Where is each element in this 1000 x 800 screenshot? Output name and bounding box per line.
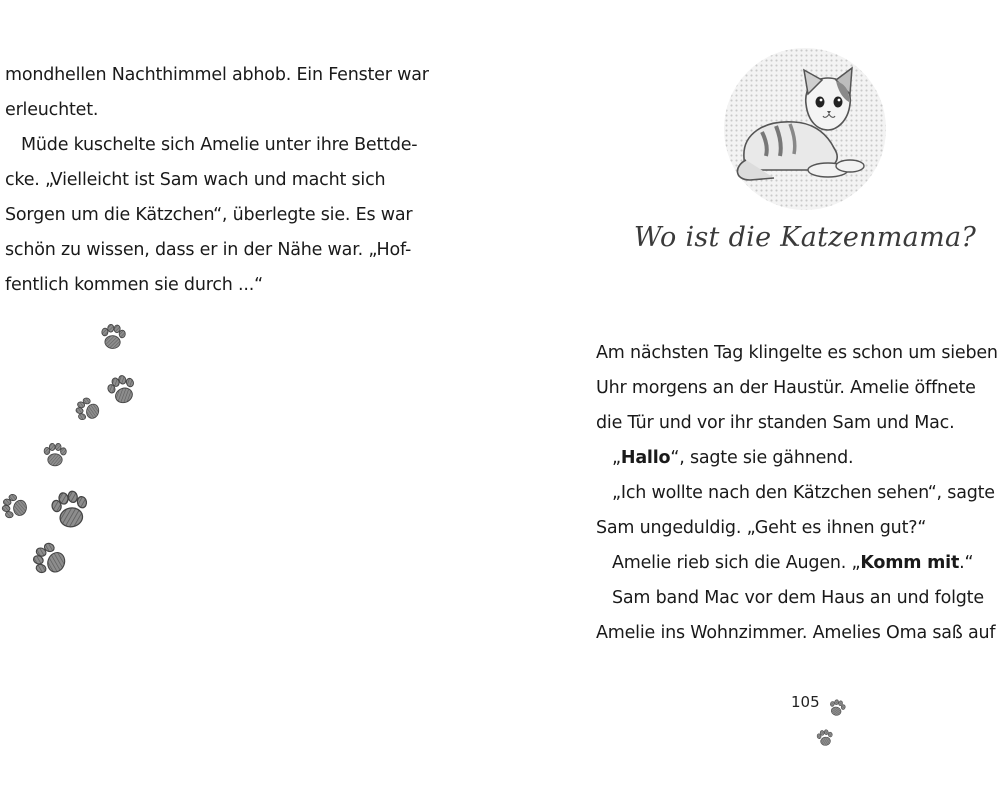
text-line: Sorgen um die Kätzchen“, überlegte sie. Es war [5, 205, 413, 225]
text-line: fentlich kommen sie durch ...“ [5, 275, 263, 295]
paw-print-icon [105, 372, 139, 406]
paw-print-icon [30, 540, 69, 579]
text-line: Amelie ins Wohnzimmer. Amelies Oma saß auf [596, 623, 996, 643]
paw-trail-icon [815, 692, 865, 754]
paw-print-icon [50, 489, 90, 529]
paw-trail-icon [0, 315, 160, 605]
text-segment: .“ [959, 553, 974, 573]
text-line [596, 441, 1000, 476]
text-line: die Tür und vor ihr standen Sam und Mac. [596, 413, 955, 433]
left-page [0, 0, 440, 800]
text-line: „Ich wollte nach den Kätzchen sehen“, sagte [612, 483, 995, 503]
page-number: 105 [791, 693, 820, 711]
text-line: Uhr morgens an der Haustür. Amelie öffnete [596, 378, 976, 398]
text-line: mondhellen Nachthimmel abhob. Ein Fenster war [5, 65, 429, 85]
paw-print-icon [100, 324, 126, 350]
text-line [596, 546, 1000, 581]
right-page-text [596, 336, 1000, 651]
text-line: Sam ungeduldig. „Geht es ihnen gut?“ [596, 518, 927, 538]
text-line: erleuchtet. [5, 100, 99, 120]
text-line: Am nächsten Tag klingelte es schon um sieben [596, 343, 998, 363]
bold-word: Komm mit [860, 553, 960, 573]
text-line: Müde kuschelte sich Amelie unter ihre Bettde- [21, 135, 418, 155]
paw-print-icon [44, 443, 66, 465]
text-line: schön zu wissen, dass er in der Nähe war. „Hof- [5, 240, 412, 260]
paw-print-icon [74, 396, 101, 423]
text-segment: „ [612, 448, 621, 468]
right-page [560, 0, 1000, 800]
kitten-icon [724, 48, 886, 210]
left-page-text [5, 58, 435, 303]
paw-print-icon [828, 698, 847, 717]
bold-word: Hallo [620, 448, 671, 468]
paw-print-icon [1, 493, 29, 520]
chapter-medallion [724, 48, 886, 210]
text-segment: “, sagte sie gähnend. [670, 448, 854, 468]
text-line: Sam band Mac vor dem Haus an und folgte [612, 588, 984, 608]
paw-print-icon [816, 729, 834, 747]
chapter-title: Wo ist die Katzenmama? [633, 222, 977, 253]
text-segment: Amelie rieb sich die Augen. „ [612, 553, 861, 573]
text-line: cke. „Vielleicht ist Sam wach und macht sich [5, 170, 386, 190]
